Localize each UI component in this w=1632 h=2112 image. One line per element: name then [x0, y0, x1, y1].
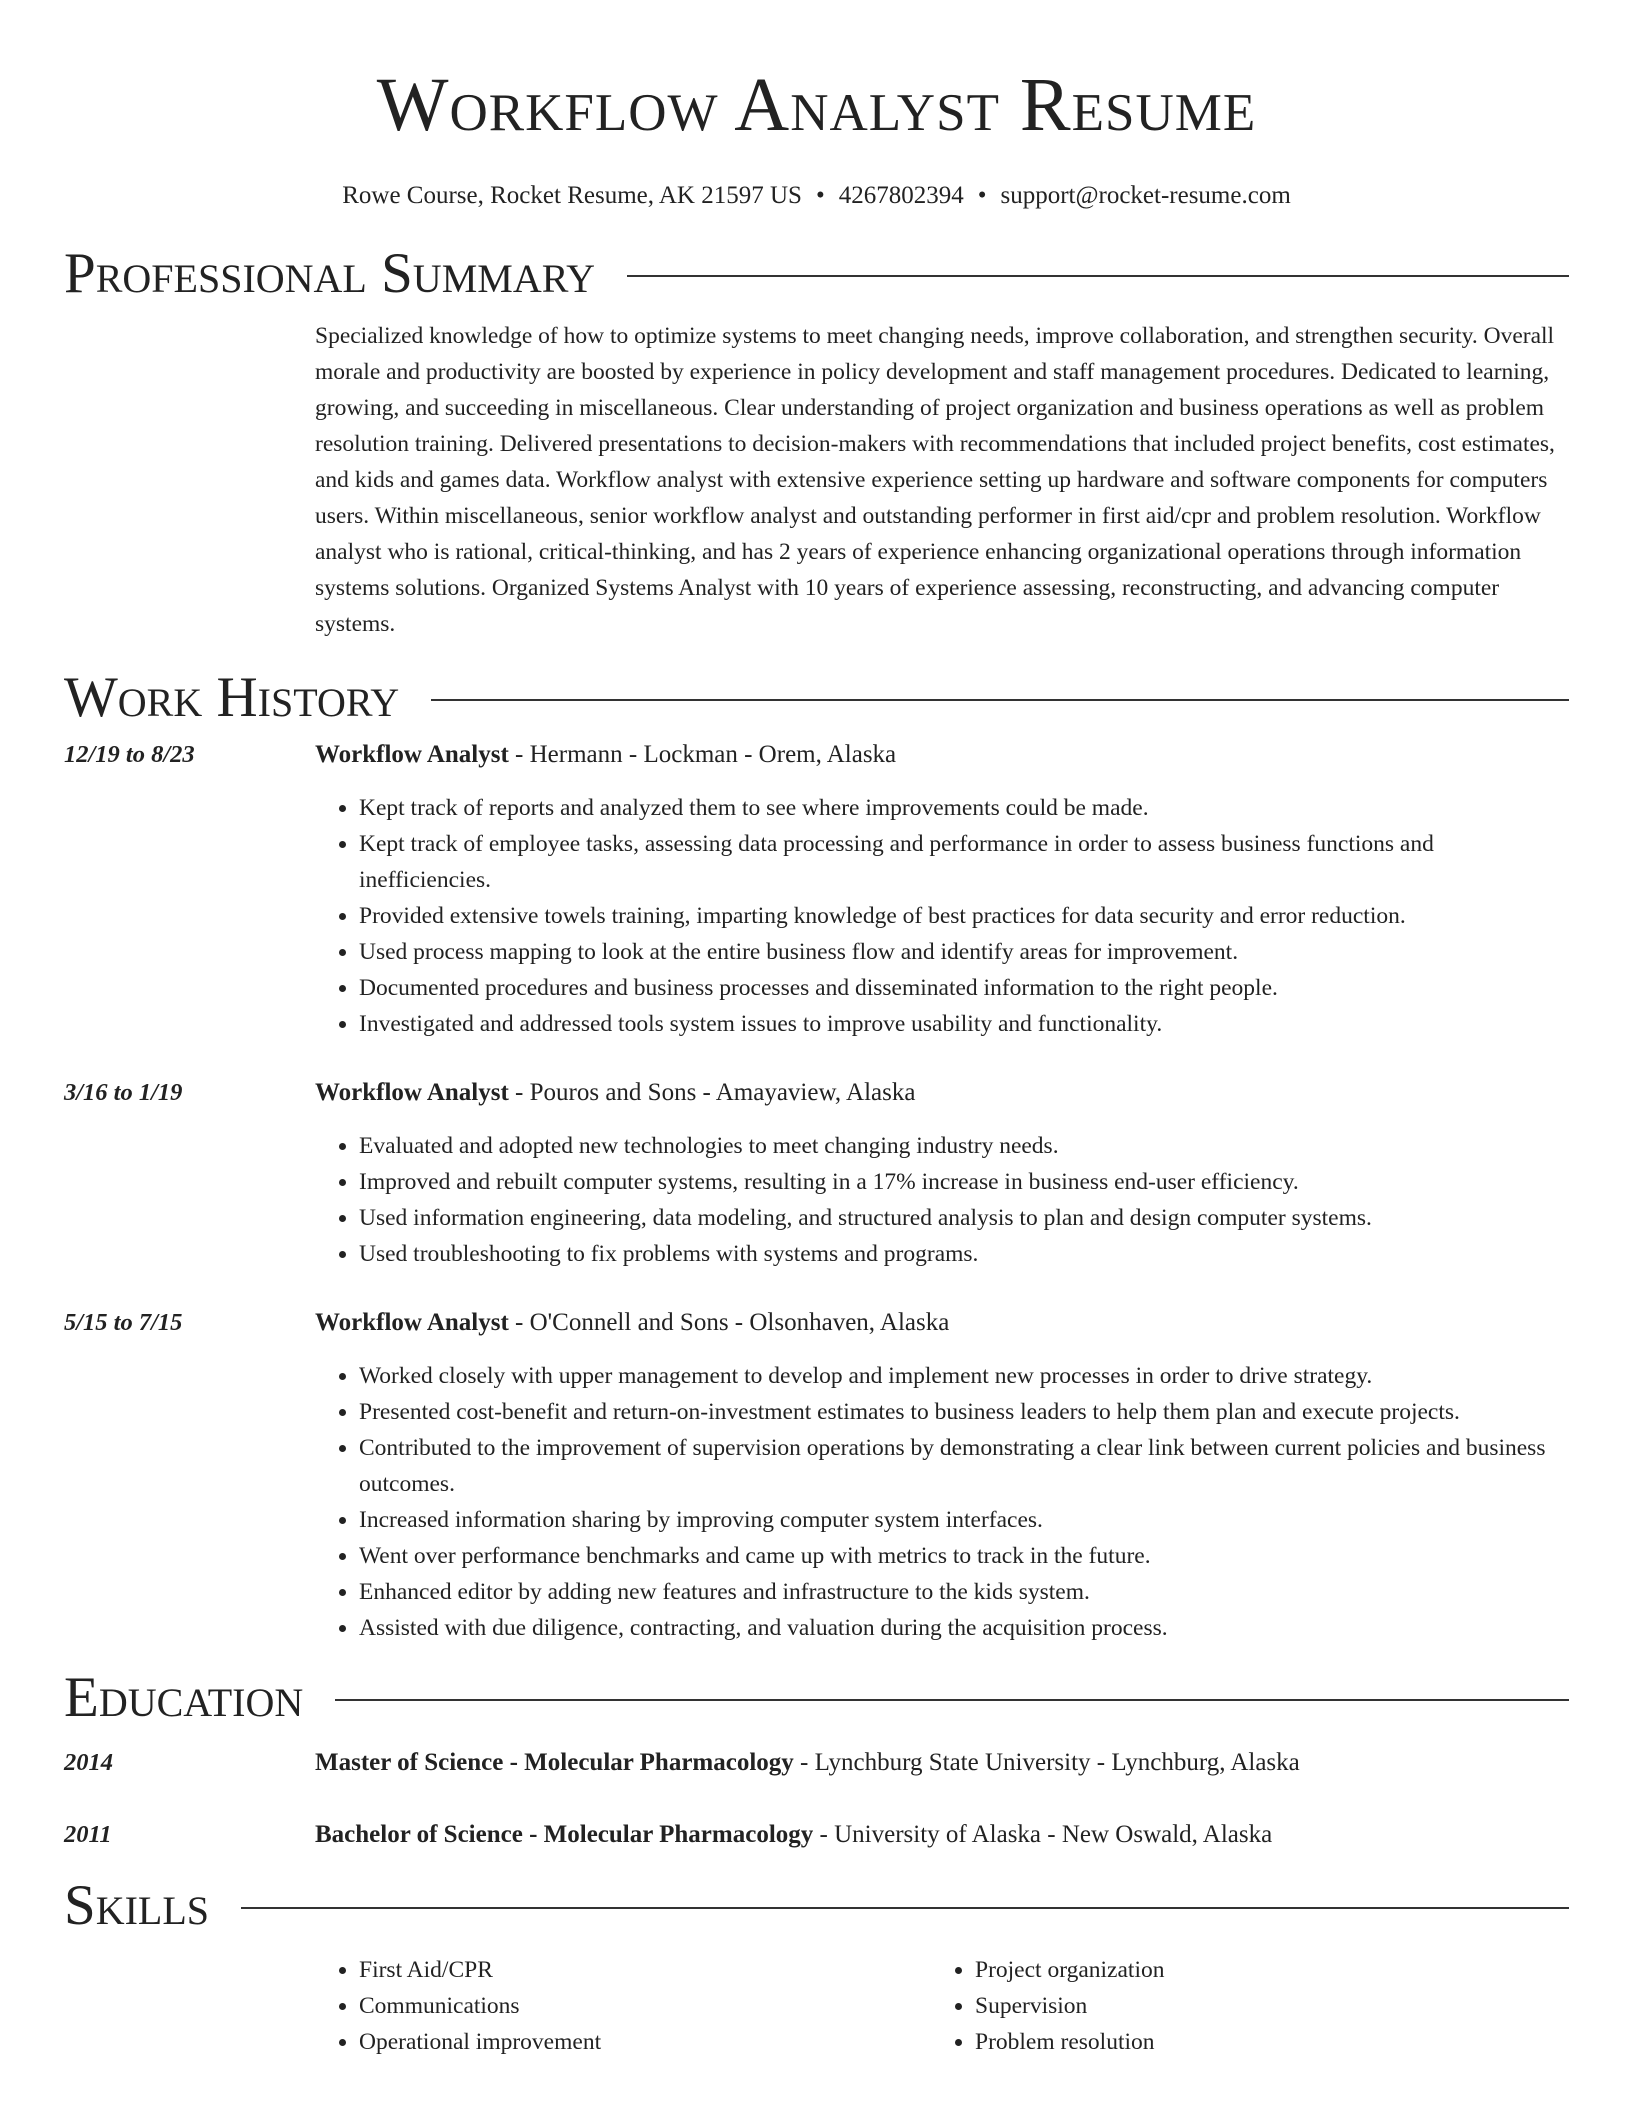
- education-year: 2011: [64, 1821, 112, 1848]
- education-heading: Education: [64, 1666, 304, 1729]
- job-bullet: • Provided extensive towels training, imparting knowledge of best practices for data security and error reduction.: [359, 898, 1569, 934]
- job-dates: 3/16 to 1/19: [64, 1079, 183, 1106]
- work-section-header: [64, 666, 1569, 730]
- education-entry: [64, 1818, 1569, 1852]
- skill-item: • Problem resolution: [975, 2024, 1547, 2060]
- job-bullet: • Kept track of employee tasks, assessing data processing and performance in order to assess business functions and inefficiencies.: [359, 826, 1569, 898]
- job-bullet: • Investigated and addressed tools system issues to improve usability and functionality.: [359, 1006, 1569, 1042]
- job-bullet: • Kept track of reports and analyzed them to see where improvements could be made.: [359, 790, 1569, 826]
- job-details: - Pouros and Sons - Amayaview, Alaska: [508, 1079, 916, 1106]
- skill-item: • First Aid/CPR: [359, 1952, 931, 1988]
- summary-heading: Professional Summary: [64, 242, 596, 305]
- job-bullet: • Enhanced editor by adding new features and infrastructure to the kids system.: [359, 1574, 1569, 1610]
- job-bullet: • Increased information sharing by improving computer system interfaces.: [359, 1502, 1569, 1538]
- job-heading: [315, 1076, 1569, 1110]
- skills-section-header: [64, 1874, 1569, 1938]
- job-bullet: • Improved and rebuilt computer systems, resulting in a 17% increase in business end-user efficiency.: [359, 1164, 1569, 1200]
- job-bullets: [315, 790, 1569, 1042]
- job-entry: [64, 1306, 1569, 1646]
- education-section-header: [64, 1666, 1569, 1730]
- job-details: - Hermann - Lockman - Orem, Alaska: [508, 741, 897, 768]
- job-bullet: • Used information engineering, data modeling, and structured analysis to plan and design computer systems.: [359, 1200, 1569, 1236]
- job-bullet: • Assisted with due diligence, contracting, and valuation during the acquisition process.: [359, 1610, 1569, 1646]
- job-dates: 12/19 to 8/23: [64, 741, 195, 768]
- job-title: Workflow Analyst: [315, 1309, 509, 1336]
- job-dates: 5/15 to 7/15: [64, 1309, 183, 1336]
- section-divider: [627, 275, 1569, 277]
- summary-text: Specialized knowledge of how to optimize systems to meet changing needs, improve collaboration, and strengthen security. Overall morale and productivity are boosted by experience in policy development and staff management procedures. Dedicated to learning, growing, and succeeding in miscellaneous. Clear understanding of project organization and business operations as well as problem resolution training. Delivered presentations to decision-makers with recommendations that included project benefits, cost estimates, and kids and games data. Workflow analyst with extensive experience setting up hardware and software components for computers users. Within miscellaneous, senior workflow analyst and outstanding performer in first aid/cpr and problem resolution. Workflow analyst who is rational, critical-thinking, and has 2 years of experience enhancing organizational operations through information systems solutions. Organized Systems Analyst with 10 years of experience assessing, reconstructing, and advancing computer systems.: [315, 323, 1555, 637]
- resume-title: Workflow Analyst Resume: [376, 63, 1257, 147]
- resume-page: [64, 0, 1569, 2060]
- job-bullet: • Presented cost-benefit and return-on-investment estimates to business leaders to help them plan and execute projects.: [359, 1394, 1569, 1430]
- contact-separator: •: [815, 182, 825, 209]
- skills-list-right: [931, 1952, 1547, 2060]
- skill-item: • Communications: [359, 1988, 931, 2024]
- education-degree: Master of Science - Molecular Pharmacology: [315, 1749, 794, 1776]
- job-entry: [64, 1076, 1569, 1272]
- section-divider: [431, 699, 1569, 701]
- skill-item: • Project organization: [975, 1952, 1547, 1988]
- skills-section: [64, 1952, 1569, 2060]
- skills-list-left: [315, 1952, 931, 2060]
- summary-section: [64, 318, 1569, 642]
- job-heading: [315, 1306, 1569, 1340]
- education-details: - University of Alaska - New Oswald, Alaska: [813, 1821, 1273, 1848]
- section-divider: [335, 1699, 1569, 1701]
- summary-section-header: [64, 242, 1569, 306]
- job-entry: [64, 738, 1569, 1042]
- contact-separator: •: [977, 182, 987, 209]
- job-title: Workflow Analyst: [315, 1079, 509, 1106]
- job-bullet: • Documented procedures and business processes and disseminated information to the right people.: [359, 970, 1569, 1006]
- education-entry: [64, 1746, 1569, 1780]
- job-heading: [315, 738, 1569, 772]
- job-bullet: • Evaluated and adopted new technologies to meet changing industry needs.: [359, 1128, 1569, 1164]
- work-heading: Work History: [64, 666, 400, 729]
- skill-item: • Supervision: [975, 1988, 1547, 2024]
- job-bullets: [315, 1128, 1569, 1272]
- contact-line: [64, 180, 1569, 212]
- job-bullet: • Used troubleshooting to fix problems with systems and programs.: [359, 1236, 1569, 1272]
- education-degree: Bachelor of Science - Molecular Pharmacology: [315, 1821, 814, 1848]
- job-bullet: • Used process mapping to look at the entire business flow and identify areas for improvement.: [359, 934, 1569, 970]
- job-bullet: • Contributed to the improvement of supervision operations by demonstrating a clear link between current policies and business outcomes.: [359, 1430, 1569, 1502]
- education-details: - Lynchburg State University - Lynchburg, Alaska: [793, 1749, 1300, 1776]
- job-details: - O'Connell and Sons - Olsonhaven, Alaska: [508, 1309, 950, 1336]
- contact-phone: 4267802394: [838, 182, 964, 209]
- education-year: 2014: [64, 1749, 113, 1776]
- section-divider: [241, 1907, 1569, 1909]
- job-bullet: • Went over performance benchmarks and came up with metrics to track in the future.: [359, 1538, 1569, 1574]
- contact-email: support@rocket-resume.com: [1000, 182, 1291, 209]
- skill-item: • Operational improvement: [359, 2024, 931, 2060]
- contact-address: Rowe Course, Rocket Resume, AK 21597 US: [342, 182, 802, 209]
- job-bullets: [315, 1358, 1569, 1646]
- job-title: Workflow Analyst: [315, 741, 509, 768]
- skills-heading: Skills: [64, 1874, 210, 1937]
- job-bullet: • Worked closely with upper management to develop and implement new processes in order to drive strategy.: [359, 1358, 1569, 1394]
